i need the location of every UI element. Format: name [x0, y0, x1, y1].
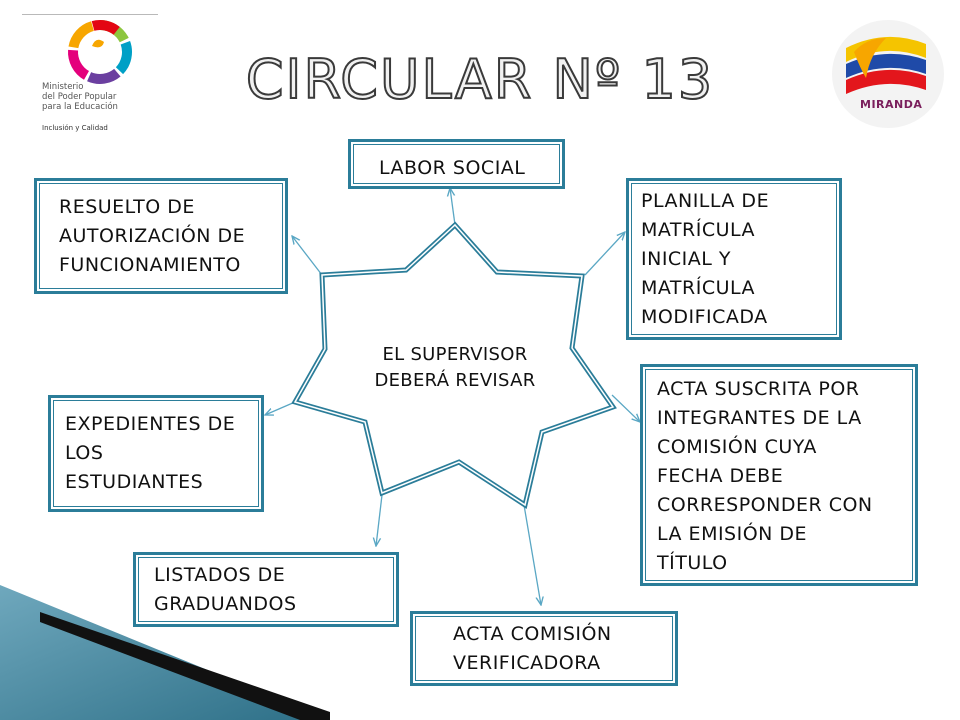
arrow-to-labor-social [450, 188, 455, 225]
page-title: CIRCULAR Nº 13 [245, 48, 715, 111]
arrow-to-planilla [585, 232, 625, 275]
box-planilla-matricula [626, 178, 842, 340]
ministerio-logo-tagline: Inclusión y Calidad [42, 124, 108, 132]
box-label: LABOR SOCIAL [379, 157, 526, 179]
box-labor-social [348, 139, 565, 189]
ministerio-ring-icon [20, 18, 160, 88]
arrow-to-listados [376, 495, 382, 546]
arrow-to-resuelto [292, 236, 322, 275]
box-label: PLANILLA DE MATRÍCULA INICIAL Y MATRÍCULA MODIFICADA [641, 190, 770, 328]
ministerio-logo-text: Ministerio del Poder Popular para la Educación [42, 82, 118, 112]
center-star-label: EL SUPERVISOR DEBERÁ REVISAR [374, 344, 536, 391]
box-acta-comision [410, 611, 678, 686]
box-label: ACTA COMISIÓN VERIFICADORA [453, 623, 612, 674]
box-resuelto-autorizacion [34, 178, 288, 294]
miranda-logo [826, 18, 946, 130]
box-label: LISTADOS DE GRADUANDOS [154, 564, 297, 615]
box-listados-graduandos [133, 552, 399, 627]
arrow-to-acta-comision [524, 505, 541, 605]
box-label: RESUELTO DE AUTORIZACIÓN DE FUNCIONAMIENTO [59, 196, 246, 276]
ministerio-logo [20, 14, 160, 138]
logo-divider [22, 14, 158, 15]
miranda-logo-text: MIRANDA [860, 98, 923, 111]
miranda-flag-icon [826, 18, 946, 130]
box-label: EXPEDIENTES DE LOS ESTUDIANTES [65, 413, 236, 493]
arrow-to-expedientes [265, 402, 295, 415]
box-acta-suscrita [640, 364, 918, 586]
box-expedientes [48, 395, 264, 512]
box-label: ACTA SUSCRITA POR INTEGRANTES DE LA COMISIÓN CUYA FECHA DEBE CORRESPONDER CON LA EMISIÓN DE TÍTULO [657, 378, 873, 574]
